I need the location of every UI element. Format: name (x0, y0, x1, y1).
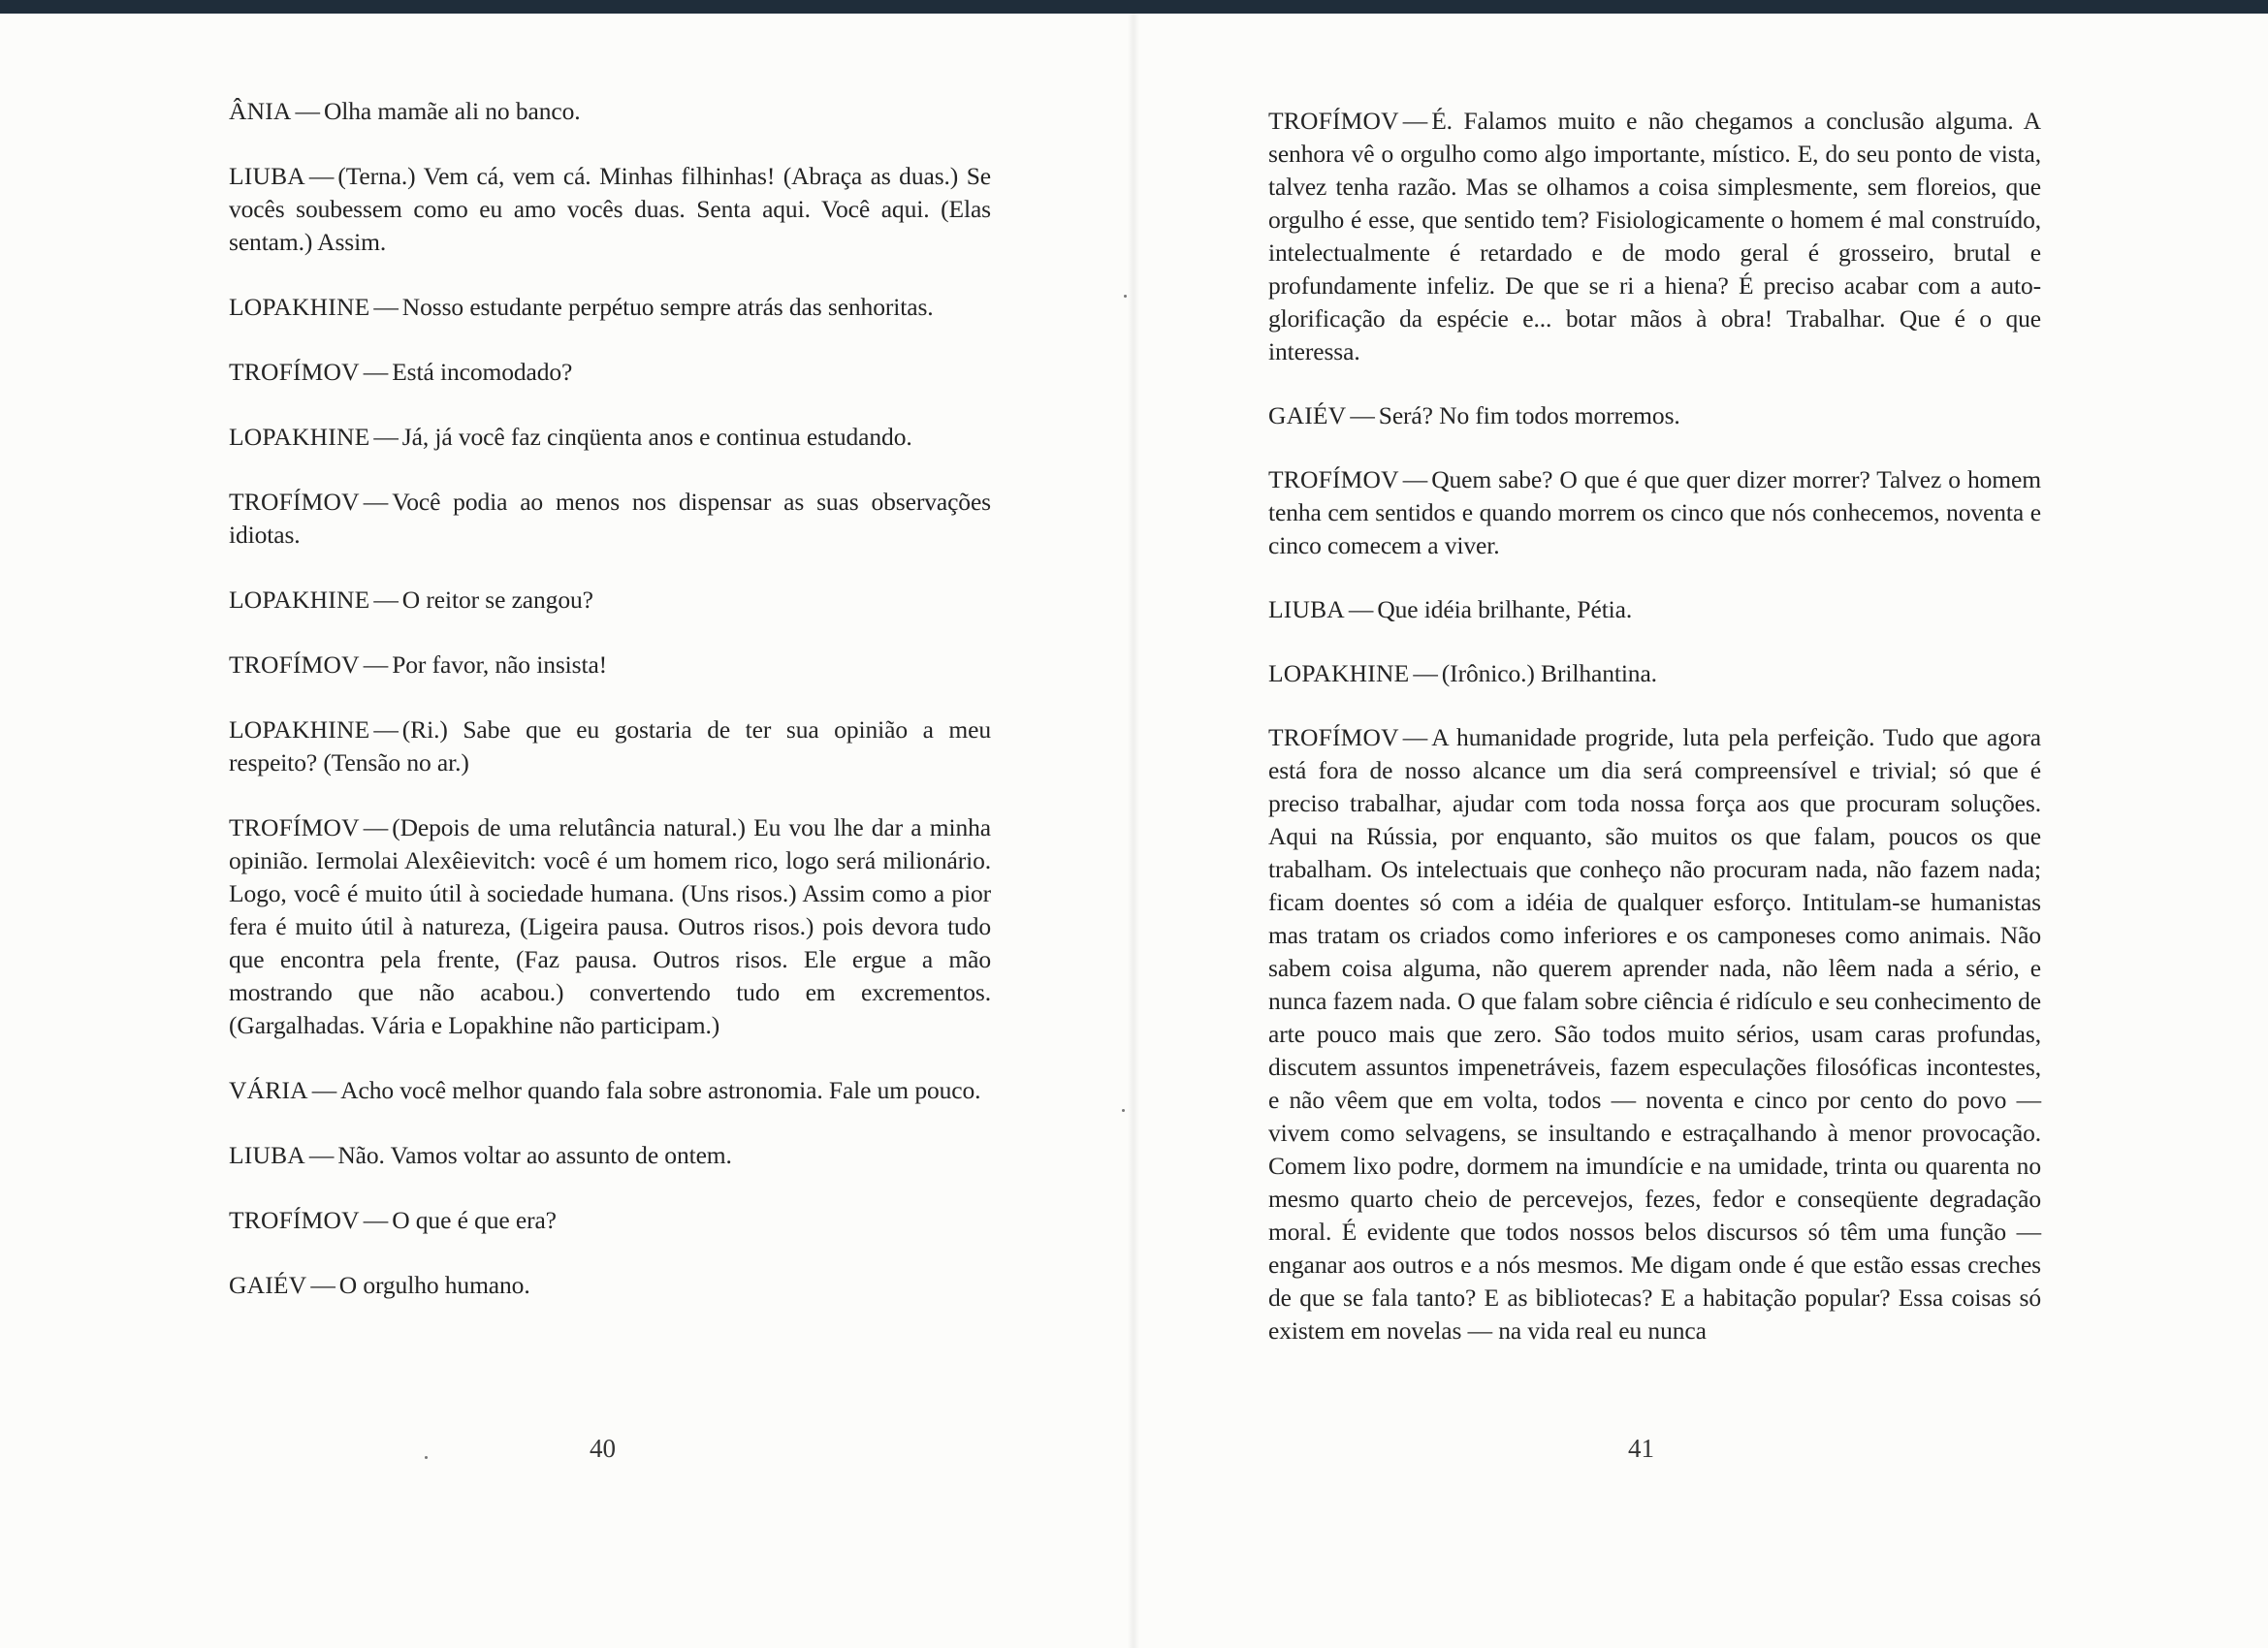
em-dash: — (373, 715, 399, 744)
dialogue-text: (Irônico.) Brilhantina. (1441, 659, 1657, 687)
dialogue-line (229, 1074, 991, 1107)
dialogue-line (229, 486, 991, 552)
speaker-name: GAIÉV (1268, 401, 1347, 429)
em-dash: — (1402, 465, 1428, 493)
speaker-name: TROFÍMOV (229, 813, 360, 841)
dialogue-text: (Ri.) Sabe que eu gostaria de ter sua opinião a meu respeito? (Tensão no ar.) (229, 715, 991, 776)
speaker-name: TROFÍMOV (1268, 465, 1399, 493)
dialogue-text: A humanidade progride, luta pela perfeição. Tudo que agora está fora de nosso alcance um dia será compreensível e trivial; só que é preciso trabalhar, ajudar com toda nossa força aos que procuram soluções. Aqui na Rússia, por enquanto, são muitos os que falam, poucos os que trabalham. Os intelectuais que conheço não procuram nada, não fazem nada; ficam doentes só com a idéia de qualquer esforço. Intitulam-se humanistas mas tratam os criados como inferiores e os camponeses como animais. Não sabem coisa alguma, não querem aprender nada, não lêem nada a sério, e nunca fazem nada. O que falam sobre ciência é ridículo e seu conhecimento de arte pouco mais que zero. São todos muito sérios, usam caras profundas, discutem assuntos impenetráveis, fazem especulações filosóficas incontestes, e não vêem que em volta, todos — noventa e cinco por cento do povo — vivem como selvagens, se insultando e estraçalhando à menor provocação. Comem lixo podre, dormem na imundície e na umidade, trinta ou quarenta no mesmo quarto cheio de percevejos, fezes, fedor e conseqüente degradação moral. É evidente que todos nossos belos discursos só têm uma função — enganar aos outros e a nós mesmos. Me digam onde é que estão essas creches de que se fala tanto? E as bibliotecas? E a habitação popular? Essa coisas só existem em novelas — na vida real eu nunca (1268, 723, 2041, 1345)
em-dash: — (310, 1271, 335, 1299)
dialogue-line (1268, 105, 2041, 368)
dialogue-line (1268, 721, 2041, 1347)
em-dash: — (1413, 659, 1438, 687)
dialogue-line (229, 356, 991, 389)
page-number: 41 (1628, 1434, 1654, 1463)
dialogue-text: Está incomodado? (392, 358, 573, 386)
dialogue-line (1268, 399, 2041, 432)
book-spread (0, 14, 2268, 1648)
ink-speck (1124, 295, 1127, 298)
dialogue-line (229, 95, 991, 128)
dialogue-text: O orgulho humano. (338, 1271, 530, 1299)
dialogue-text: Não. Vamos voltar ao assunto de ontem. (337, 1141, 732, 1169)
left-page-text (229, 95, 991, 1334)
em-dash: — (295, 97, 320, 125)
dialogue-line (229, 584, 991, 617)
dialogue-line (229, 811, 991, 1042)
em-dash: — (363, 488, 389, 516)
dialogue-line (229, 291, 991, 324)
dialogue-text: Quem sabe? O que é que quer dizer morrer? Talvez o homem tenha cem sentidos e quando morrem os cinco que nós conhecemos, noventa e cinco comecem a viver. (1268, 465, 2041, 559)
dialogue-text: Já, já você faz cinqüenta anos e continua estudando. (401, 423, 912, 451)
right-page (1134, 14, 2268, 1648)
dialogue-text: Por favor, não insista! (392, 650, 608, 679)
dialogue-text: O que é que era? (392, 1206, 557, 1234)
speaker-name: LOPAKHINE (1268, 659, 1410, 687)
dialogue-line (1268, 463, 2041, 562)
speaker-name: LIUBA (229, 1141, 305, 1169)
dialogue-text: Você podia ao menos nos dispensar as suas observações idiotas. (229, 488, 991, 549)
em-dash: — (363, 813, 389, 841)
speaker-name: TROFÍMOV (229, 1206, 360, 1234)
em-dash: — (1402, 723, 1428, 751)
em-dash: — (373, 423, 399, 451)
speaker-name: TROFÍMOV (229, 358, 360, 386)
dialogue-line (229, 649, 991, 681)
speaker-name: LOPAKHINE (229, 715, 370, 744)
em-dash: — (308, 1141, 335, 1169)
dialogue-line (229, 1139, 991, 1172)
speaker-name: GAIÉV (229, 1271, 307, 1299)
dialogue-line (229, 1204, 991, 1237)
em-dash: — (1402, 107, 1428, 135)
speaker-name: LOPAKHINE (229, 423, 370, 451)
dialogue-line (1268, 593, 2041, 626)
dialogue-text: O reitor se zangou? (401, 586, 593, 614)
em-dash: — (373, 293, 399, 321)
speaker-name: VÁRIA (229, 1076, 308, 1104)
speaker-name: LOPAKHINE (229, 293, 370, 321)
dialogue-text: Será? No fim todos morremos. (1378, 401, 1680, 429)
em-dash: — (1348, 595, 1374, 623)
dialogue-text: Acho você melhor quando fala sobre astronomia. Fale um pouco. (340, 1076, 981, 1104)
page-number: 40 (590, 1434, 616, 1463)
em-dash: — (363, 650, 389, 679)
em-dash: — (308, 162, 335, 190)
speaker-name: TROFÍMOV (229, 488, 360, 516)
dialogue-line (1268, 657, 2041, 690)
dialogue-text: É. Falamos muito e não chegamos a conclusão alguma. A senhora vê o orgulho como algo importante, místico. E, do seu ponto de vista, talvez tenha razão. Mas se olhamos a coisa simplesmente, sem floreios, que orgulho é esse, que sentido tem? Fisiologicamente o homem é mal construído, intelectualmente é retardado e de modo geral é grosseiro, brutal e profundamente infeliz. De que se ri a hiena? É preciso acabar com a auto-glorificação da espécie e... botar mãos à obra! Trabalhar. Que é o que interessa. (1268, 107, 2041, 365)
speaker-name: LIUBA (1268, 595, 1345, 623)
dialogue-text: (Terna.) Vem cá, vem cá. Minhas filhinhas! (Abraça as duas.) Se vocês soubessem como eu amo vocês duas. Senta aqui. Você aqui. (Elas sentam.) Assim. (229, 162, 991, 256)
ink-speck (425, 1456, 428, 1459)
speaker-name: TROFÍMOV (229, 650, 360, 679)
dialogue-text: Nosso estudante perpétuo sempre atrás das senhoritas. (401, 293, 934, 321)
dialogue-line (229, 421, 991, 454)
dialogue-line (229, 160, 991, 259)
dialogue-line (229, 1269, 991, 1302)
speaker-name: TROFÍMOV (1268, 107, 1399, 135)
dialogue-text: (Depois de uma relutância natural.) Eu vou lhe dar a minha opinião. Iermolai Alexêievitch: você é um homem rico, logo será milionário. Logo, você é muito útil à sociedade humana. (Uns risos.) Assim como a pior fera é muito útil à natureza, (Ligeira pausa. Outros risos.) pois devora tudo que encontra pela frente, (Faz pausa. Outros risos. Ele ergue a mão mostrando que não acabou.) convertendo tudo em excrementos. (Gargalhadas. Vária e Lopakhine não participam.) (229, 813, 991, 1039)
ink-speck (1122, 1109, 1125, 1112)
right-page-text (1268, 105, 2041, 1379)
dialogue-line (229, 713, 991, 779)
speaker-name: TROFÍMOV (1268, 723, 1399, 751)
dialogue-text: Que idéia brilhante, Pétia. (1377, 595, 1633, 623)
speaker-name: ÂNIA (229, 97, 292, 125)
left-page (0, 14, 1134, 1648)
em-dash: — (363, 358, 389, 386)
speaker-name: LIUBA (229, 162, 305, 190)
em-dash: — (373, 586, 399, 614)
em-dash: — (311, 1076, 337, 1104)
speaker-name: LOPAKHINE (229, 586, 370, 614)
em-dash: — (363, 1206, 389, 1234)
dialogue-text: Olha mamãe ali no banco. (323, 97, 581, 125)
em-dash: — (1350, 401, 1375, 429)
scanner-edge (0, 0, 2268, 14)
